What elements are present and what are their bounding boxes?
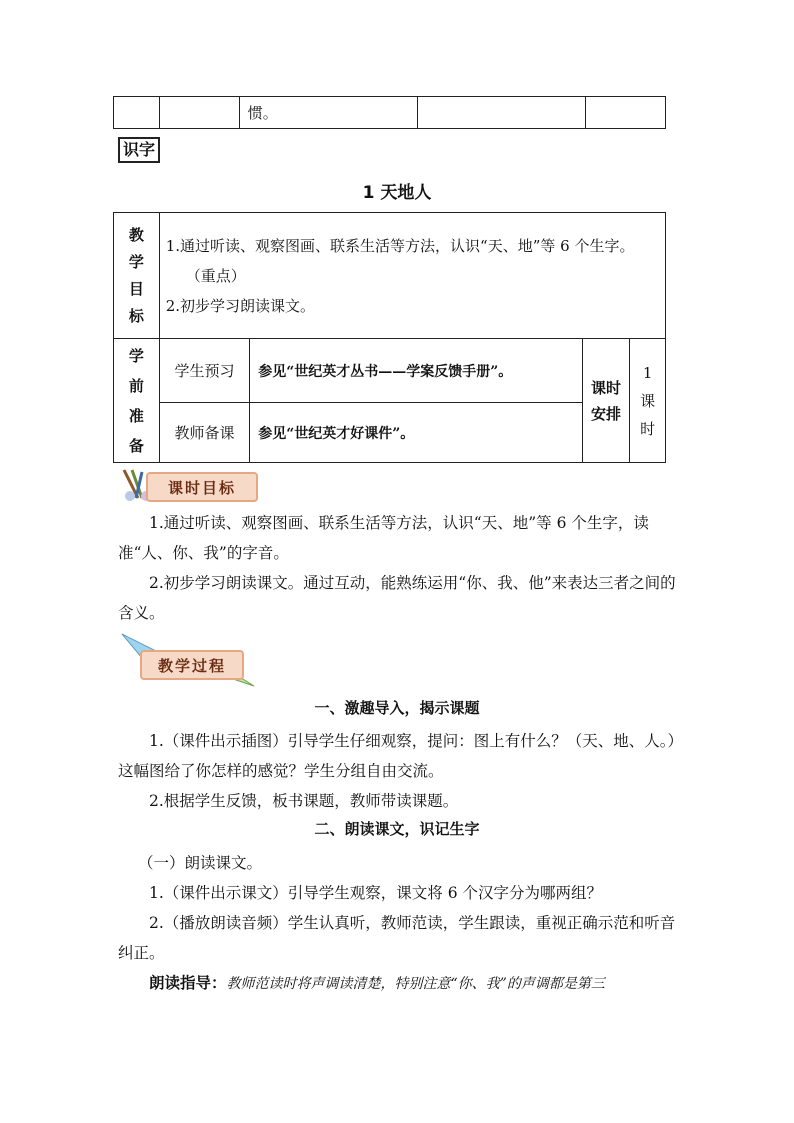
part1-paragraph-1: 1.（课件出示插图）引导学生仔细观察，提问：图上有什么？（天、地、人。）这幅图给了你怎样的感觉？学生分组自由交流。 — [118, 732, 676, 780]
reading-guide — [118, 968, 678, 999]
part2-heading: 二、朗读课文，识记生字 — [314, 820, 480, 838]
objectives-label — [114, 213, 160, 339]
part2-section — [118, 848, 678, 999]
prep-label — [114, 339, 160, 463]
student-prep-label: 学生预习 — [159, 339, 249, 403]
schedule-label — [582, 339, 630, 463]
top-cell-4 — [418, 97, 586, 129]
objectives-label-char: 目 — [128, 279, 144, 298]
schedule-value-line: 1 — [642, 363, 653, 382]
section-tag: 识字 — [118, 137, 160, 163]
lesson-goals-banner — [118, 468, 258, 504]
student-prep-text: 参见“世纪英才丛书——学案反馈手册”。 — [250, 339, 582, 403]
schedule-value-line: 时 — [640, 419, 656, 438]
reading-guide-text: 教师范读时将声调读清楚，特别注意“你、我”的声调都是第三 — [226, 976, 605, 992]
part2-paragraph-2: 2.（播放朗读音频）学生认真听，教师范读，学生跟读，重视正确示范和听音纠正。 — [118, 914, 676, 962]
objective-1: 1.通过听读、观察图画、联系生活等方法，认识“天、地”等 6 个生字。 — [165, 236, 635, 255]
top-cell-2 — [160, 97, 240, 129]
part1-section — [118, 726, 678, 816]
part1-heading: 一、激趣导入，揭示课题 — [314, 699, 480, 717]
schedule-value-line: 课 — [640, 391, 656, 410]
objective-1-note: （重点） — [185, 266, 246, 285]
teacher-prep-label: 教师备课 — [159, 403, 249, 463]
prep-label-char: 学 — [128, 346, 144, 365]
lesson-title: 1 天地人 — [362, 183, 432, 203]
objective-2: 2.初步学习朗读课文。 — [165, 296, 316, 315]
lesson-goals-title: 课时目标 — [146, 472, 258, 502]
prep-label-char: 备 — [128, 436, 144, 455]
teacher-prep-text: 参见“世纪英才好课件”。 — [250, 403, 582, 463]
schedule-value — [630, 339, 666, 463]
goals-section — [118, 508, 678, 628]
teaching-process-banner — [118, 632, 258, 688]
top-table — [113, 96, 666, 129]
schedule-label-line: 安排 — [590, 404, 621, 423]
prep-label-char: 前 — [128, 376, 144, 395]
schedule-label-line: 课时 — [590, 378, 621, 397]
part2-paragraph-1: 1.（课件出示课文）引导学生观察，课文将 6 个汉字分为哪两组？ — [149, 884, 603, 902]
objectives-label-char: 学 — [128, 252, 144, 271]
objectives-content — [159, 213, 665, 339]
top-cell-5 — [586, 97, 666, 129]
objectives-label-char: 教 — [128, 225, 144, 244]
reading-guide-label: 朗读指导： — [149, 973, 227, 992]
top-cell-1 — [114, 97, 160, 129]
part2-subheading: （一）朗读课文。 — [138, 854, 263, 872]
objectives-label-char: 标 — [128, 306, 144, 325]
lesson-plan-table — [113, 212, 666, 463]
prep-label-char: 准 — [128, 406, 144, 425]
part1-paragraph-2: 2.根据学生反馈，板书课题，教师带读课题。 — [149, 792, 459, 810]
top-cell-text: 惯。 — [239, 97, 418, 129]
teaching-process-title: 教学过程 — [140, 650, 244, 680]
goal-1: 1.通过听读、观察图画、联系生活等方法，认识“天、地”等 6 个生字，读准“人、你、我”的字音。 — [118, 514, 649, 562]
goal-2: 2.初步学习朗读课文。通过互动，能熟练运用“你、我、他”来表达三者之间的含义。 — [118, 574, 676, 622]
